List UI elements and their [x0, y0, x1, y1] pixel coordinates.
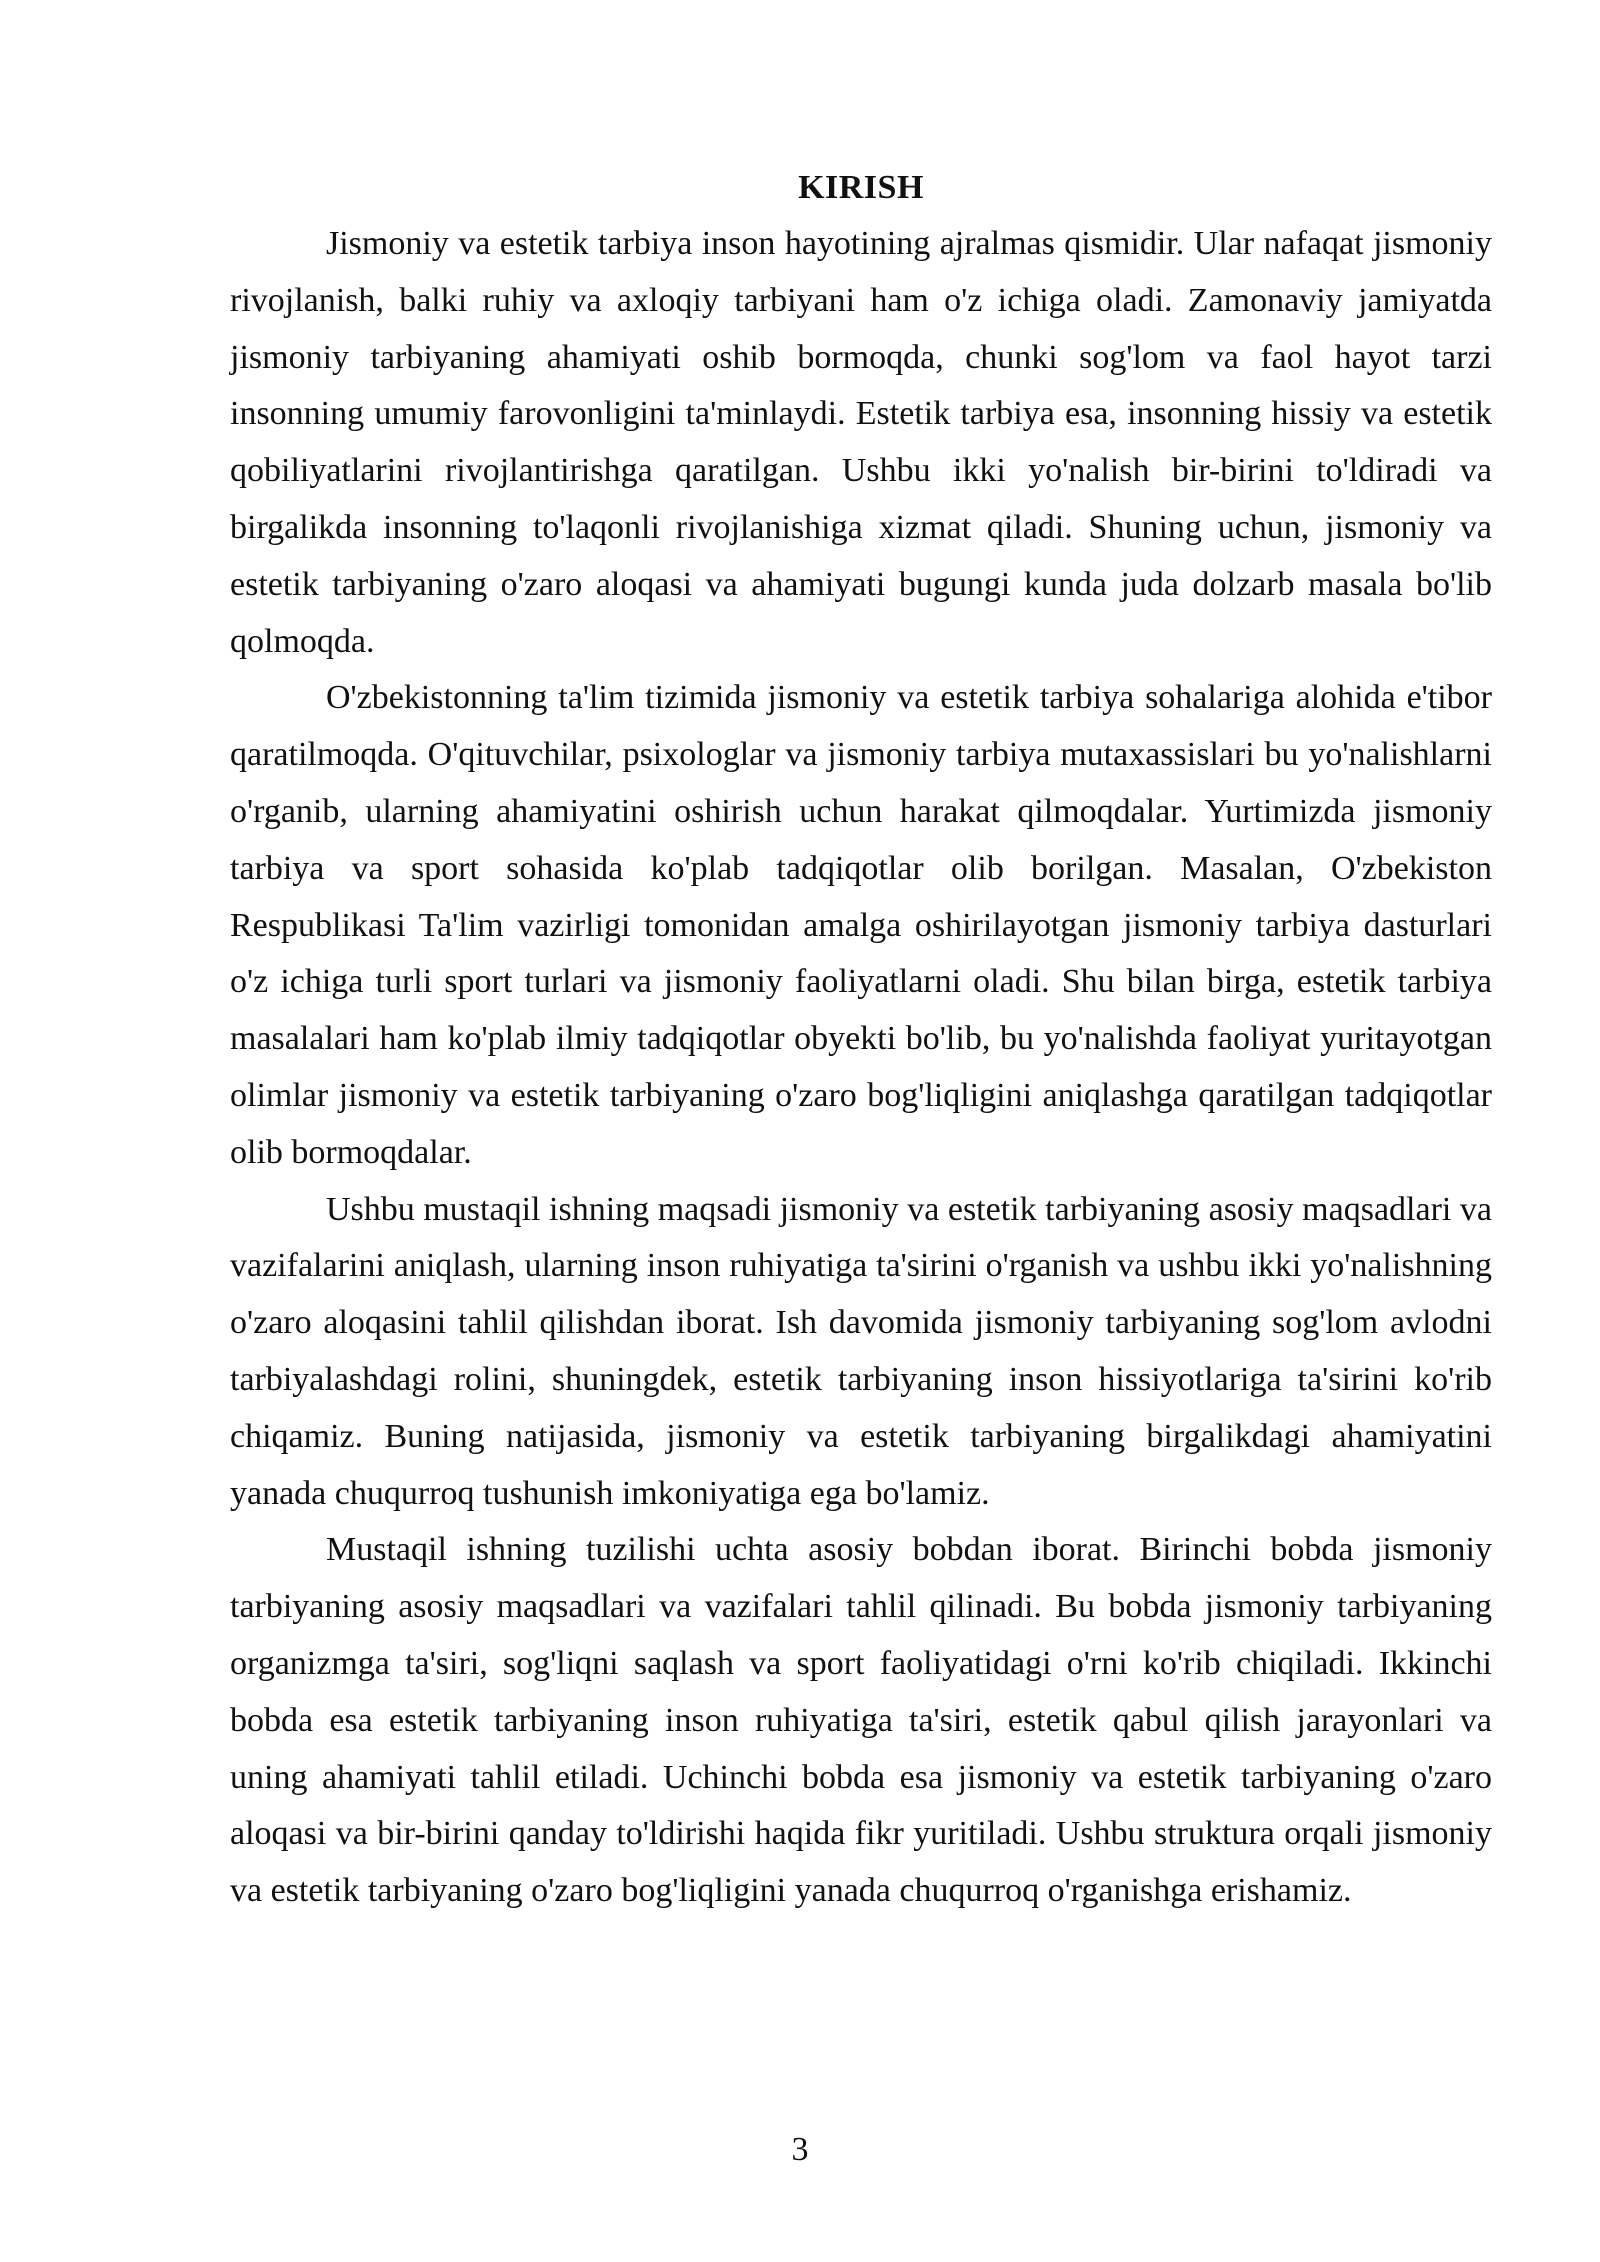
section-title: KIRISH — [798, 169, 924, 206]
paragraph-structure: Mustaqil ishning tuzilishi uchta asosiy bobdan iborat. Birinchi bobda jismoniy tarbiyaning asosiy maqsadlari va vazifalari tahlil qilinadi. Bu bobda jismoniy tarbiyaning organizmga ta'siri, sog'liqni saqlash va sport faoliyatidagi o'rni ko'rib chiqiladi. Ikkinchi bobda esa estetik tarbiyaning inson ruhiyatiga ta'siri, estetik qabul qilish jarayonlari va uning ahamiyati tahlil etiladi. Uchinchi bobda esa jismoniy va estetik tarbiyaning o'zaro aloqasi va bir-birini qanday to'ldirishi haqida fikr yuritiladi. Ushbu struktura orqali jismoniy va estetik tarbiyaning o'zaro bog'liqligini yanada chuqurroq o'rganishga erishamiz. — [230, 1531, 1492, 1910]
paragraph-aim: Ushbu mustaqil ishning maqsadi jismoniy va estetik tarbiyaning asosiy maqsadlari va vazifalarini aniqlash, ularning inson ruhiyatiga ta'sirini o'rganish va ushbu ikki yo'nalishning o'zaro aloqasini tahlil qilishdan iborat. Ish davomida jismoniy tarbiyaning sog'lom avlodni tarbiyalashdagi rolini, shuningdek, estetik tarbiyaning inson hissiyotlariga ta'sirini ko'rib chiqamiz. Buning natijasida, jismoniy va estetik tarbiyaning birgalikdagi ahamiyatini yanada chuqurroq tushunish imkoniyatiga ega bo'lamiz. — [230, 1190, 1492, 1512]
paragraph-introduction: Jismoniy va estetik tarbiya inson hayotining ajralmas qismidir. Ular nafaqat jismoniy rivojlanish, balki ruhiy va axloqiy tarbiyani ham o'z ichiga oladi. Zamonaviy jamiyatda jismoniy tarbiyaning ahamiyati oshib bormoqda, chunki sog'lom va faol hayot tarzi insonning umumiy farovonligini ta'minlaydi. Estetik tarbiya esa, insonning hissiy va estetik qobiliyatlarini rivojlantirishga qaratilgan. Ushbu ikki yo'nalish bir-birini to'ldiradi va birgalikda insonning to'laqonli rivojlanishiga xizmat qiladi. Shuning uchun, jismoniy va estetik tarbiyaning o'zaro aloqasi va ahamiyati bugungi kunda juda dolzarb masala bo'lib qolmoqda. — [230, 225, 1492, 660]
paragraph-education-system: O'zbekistonning ta'lim tizimida jismoniy va estetik tarbiya sohalariga alohida e'tibor qaratilmoqda. O'qituvchilar, psixologlar va jismoniy tarbiya mutaxassislari bu yo'nalishlarni o'rganib, ularning ahamiyatini oshirish uchun harakat qilmoqdalar. Yurtimizda jismoniy tarbiya va sport sohasida ko'plab tadqiqotlar olib borilgan. Masalan, O'zbekiston Respublikasi Ta'lim vazirligi tomonidan amalga oshirilayotgan jismoniy tarbiya dasturlari o'z ichiga turli sport turlari va jismoniy faoliyatlarni oladi. Shu bilan birga, estetik tarbiya masalalari ham ko'plab ilmiy tadqiqotlar obyekti bo'lib, bu yo'nalishda faoliyat yuritayotgan olimlar jismoniy va estetik tarbiyaning o'zaro bog'liqligini aniqlashga qaratilgan tadqiqotlar olib bormoqdalar. — [230, 679, 1492, 1171]
page-content — [230, 160, 1492, 1920]
page-number: 3 — [791, 2131, 809, 2168]
